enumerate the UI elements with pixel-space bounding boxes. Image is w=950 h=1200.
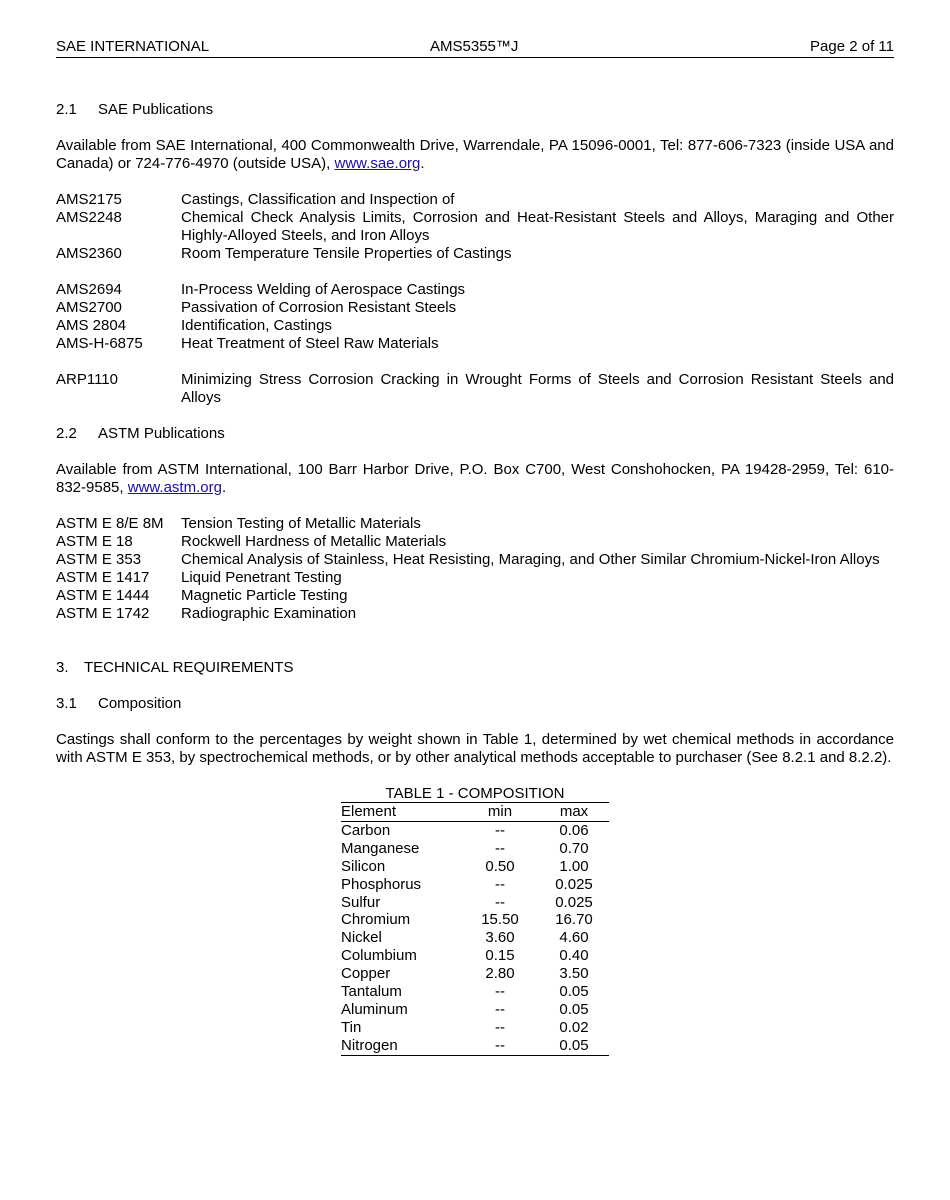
header-doc-id: AMS5355™J	[430, 38, 519, 55]
sae-website-link[interactable]: www.sae.org	[334, 155, 421, 172]
element-cell: Chromium	[341, 911, 411, 929]
reference-code: AMS 2804	[56, 317, 127, 334]
section-number: 3.	[56, 659, 69, 676]
element-cell: Carbon	[341, 821, 391, 839]
min-cell: 3.60	[485, 929, 515, 947]
max-cell: 0.05	[559, 983, 589, 1001]
element-cell: Tantalum	[341, 983, 402, 1001]
reference-item	[56, 551, 894, 569]
element-cell: Phosphorus	[341, 875, 422, 893]
section-title: Composition	[98, 695, 182, 712]
astm-availability-paragraph	[56, 461, 894, 497]
reference-item	[56, 371, 894, 407]
max-cell: 0.02	[559, 1018, 589, 1036]
section-2-2-heading	[56, 425, 894, 443]
min-cell: --	[461, 1037, 539, 1055]
reference-code: ARP1110	[56, 371, 118, 388]
table-row	[341, 929, 609, 947]
table-row	[341, 840, 609, 858]
reference-item	[56, 569, 894, 587]
reference-item	[56, 515, 894, 533]
header-page-number: Page 2 of 11	[810, 38, 894, 55]
element-cell: Nickel	[341, 929, 382, 947]
availability-text: Available from ASTM International, 100 Barr Harbor Drive, P.O. Box C700, West Conshohocken, PA 19428-2959, Tel: 610-832-9585,	[56, 461, 894, 496]
section-title: ASTM Publications	[98, 425, 225, 442]
document-page	[56, 38, 894, 1056]
reference-title: Chemical Check Analysis Limits, Corrosion and Heat-Resistant Steels and Alloys, Maraging and Other Highly-Alloyed Steels, and Iron Alloys	[181, 209, 894, 244]
period: .	[221, 479, 227, 496]
reference-code: ASTM E 1742	[56, 605, 150, 622]
sae-reference-list-c	[56, 371, 894, 407]
sae-reference-list-b	[56, 281, 894, 353]
astm-reference-list	[56, 515, 894, 623]
element-cell: Tin	[341, 1018, 362, 1036]
reference-item	[56, 605, 894, 623]
section-number: 2.1	[56, 101, 77, 118]
min-cell: --	[495, 1000, 505, 1018]
min-cell: 2.80	[485, 965, 515, 983]
element-cell: Nitrogen	[341, 1037, 461, 1055]
min-cell: 0.15	[485, 947, 515, 965]
reference-item	[56, 281, 894, 299]
section-title: SAE Publications	[98, 101, 214, 118]
section-3-heading	[56, 659, 894, 677]
element-cell: Manganese	[341, 839, 420, 857]
page-header	[56, 38, 894, 58]
reference-title: Rockwell Hardness of Metallic Materials	[181, 533, 447, 550]
max-cell: 0.70	[559, 839, 589, 857]
reference-title: Room Temperature Tensile Properties of Castings	[181, 245, 512, 262]
reference-item	[56, 299, 894, 317]
table-row	[341, 1037, 609, 1055]
table-row	[341, 983, 609, 1001]
max-cell: 16.70	[555, 911, 593, 929]
column-header-min: min	[461, 803, 539, 821]
element-cell: Silicon	[341, 857, 386, 875]
reference-title: Minimizing Stress Corrosion Cracking in Wrought Forms of Steels and Corrosion Resistant Steels and Alloys	[181, 371, 894, 406]
reference-title: In-Process Welding of Aerospace Castings	[181, 281, 466, 298]
reference-title: Tension Testing of Metallic Materials	[181, 515, 421, 532]
element-cell: Aluminum	[341, 1000, 408, 1018]
reference-title: Heat Treatment of Steel Raw Materials	[181, 335, 439, 352]
sae-availability-paragraph	[56, 137, 894, 173]
min-cell: --	[495, 839, 505, 857]
section-2-1-heading	[56, 101, 894, 119]
period: .	[420, 155, 425, 172]
min-cell: 15.50	[481, 911, 519, 929]
max-cell: 0.05	[539, 1037, 609, 1055]
reference-code: ASTM E 8/E 8M	[56, 515, 164, 532]
max-cell: 0.40	[559, 947, 589, 965]
table-row	[341, 821, 609, 839]
reference-code: ASTM E 18	[56, 533, 133, 550]
reference-item	[56, 587, 894, 605]
reference-item	[56, 533, 894, 551]
min-cell: --	[495, 893, 505, 911]
table-row	[341, 876, 609, 894]
column-header-element: Element	[341, 803, 461, 821]
reference-title: Chemical Analysis of Stainless, Heat Resisting, Maraging, and Other Similar Chromium-Nickel-Iron Alloys	[181, 551, 880, 568]
astm-website-link[interactable]: www.astm.org	[127, 479, 222, 496]
reference-code: ASTM E 1417	[56, 569, 150, 586]
reference-title: Liquid Penetrant Testing	[181, 569, 342, 586]
table-row	[341, 965, 609, 983]
reference-item	[56, 335, 894, 353]
reference-code: AMS2700	[56, 299, 122, 316]
reference-code: AMS2248	[56, 209, 122, 226]
element-cell: Copper	[341, 965, 391, 983]
sae-reference-list-a	[56, 191, 894, 263]
reference-code: AMS-H-6875	[56, 335, 143, 352]
header-org: SAE INTERNATIONAL	[56, 38, 210, 55]
max-cell: 3.50	[559, 965, 589, 983]
min-cell: --	[495, 1018, 505, 1036]
min-cell: --	[495, 983, 505, 1001]
section-title: TECHNICAL REQUIREMENTS	[84, 659, 294, 676]
reference-code: ASTM E 353	[56, 551, 142, 568]
table-row	[341, 947, 609, 965]
reference-title: Identification, Castings	[181, 317, 332, 334]
max-cell: 1.00	[559, 857, 589, 875]
reference-title: Radiographic Examination	[181, 605, 357, 622]
reference-item	[56, 209, 894, 245]
max-cell: 0.05	[559, 1000, 589, 1018]
reference-item	[56, 317, 894, 335]
table-row	[341, 911, 609, 929]
reference-title: Passivation of Corrosion Resistant Steels	[181, 299, 457, 316]
reference-title: Magnetic Particle Testing	[181, 587, 348, 604]
reference-code: AMS2175	[56, 191, 122, 208]
column-header-max: max	[539, 803, 609, 821]
composition-table	[341, 785, 609, 1056]
reference-item	[56, 191, 894, 209]
table-caption: TABLE 1 - COMPOSITION	[341, 785, 609, 803]
table-row	[341, 1001, 609, 1019]
availability-text: Available from SAE International, 400 Commonwealth Drive, Warrendale, PA 15096-0001, Tel: 877-606-7323 (inside USA and Canada) or 724-776-4970 (outside USA),	[56, 137, 894, 172]
min-cell: --	[495, 875, 505, 893]
reference-item	[56, 245, 894, 263]
section-3-1-heading	[56, 695, 894, 713]
min-cell: 0.50	[485, 857, 515, 875]
element-cell: Sulfur	[341, 893, 381, 911]
element-cell: Columbium	[341, 947, 417, 965]
table-row	[341, 894, 609, 912]
section-number: 3.1	[56, 695, 77, 712]
min-cell: --	[495, 821, 505, 839]
reference-code: AMS2694	[56, 281, 122, 298]
table-row	[341, 858, 609, 876]
reference-title: Castings, Classification and Inspection of	[181, 191, 455, 208]
max-cell: 0.025	[555, 893, 593, 911]
max-cell: 0.025	[555, 875, 593, 893]
table-row	[341, 1019, 609, 1037]
reference-code: AMS2360	[56, 245, 122, 262]
reference-code: ASTM E 1444	[56, 587, 150, 604]
max-cell: 0.06	[559, 821, 589, 839]
composition-paragraph: Castings shall conform to the percentages by weight shown in Table 1, determined by wet chemical methods in accordance with ASTM E 353, by spectrochemical methods, or by other analytical methods acceptable to purchaser (See 8.2.1 and 8.2.2).	[56, 731, 894, 766]
section-number: 2.2	[56, 425, 77, 442]
table-header-row	[341, 803, 609, 821]
max-cell: 4.60	[559, 929, 589, 947]
